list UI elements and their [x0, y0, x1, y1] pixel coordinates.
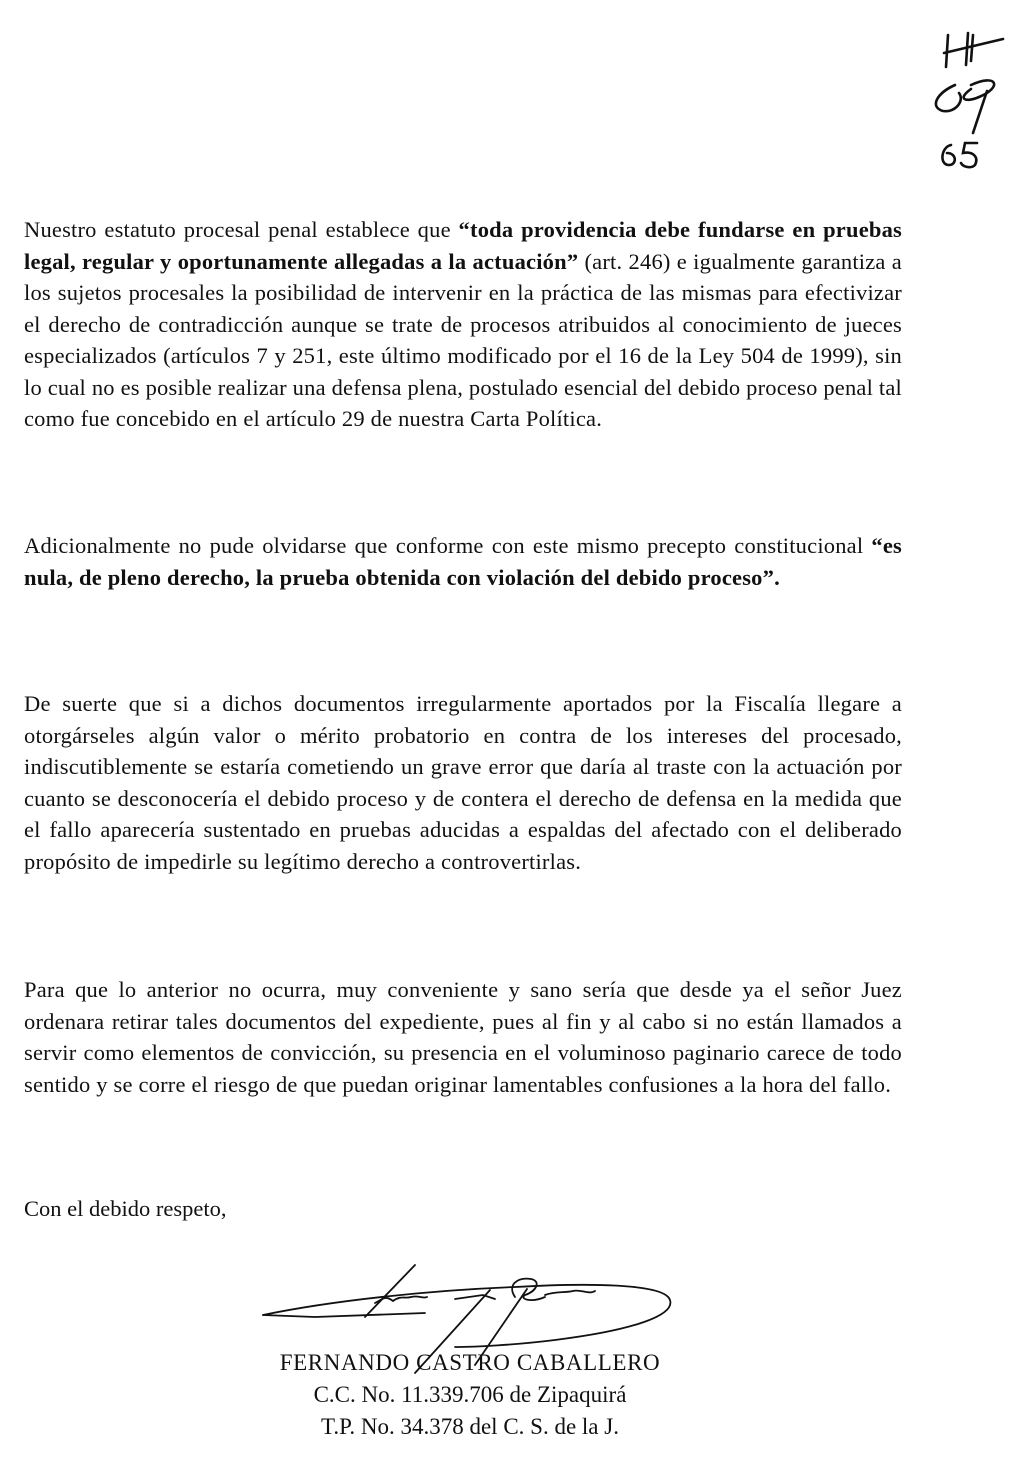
- quoted-emphasis-text: “toda providencia debe fundarse en pruebas legal, regular y oportunamente allegadas a la actuación”: [24, 217, 902, 274]
- paragraph-constitutional-precept: [24, 530, 902, 593]
- signer-id: C.C. No. 11.339.706 de Zipaquirá: [313, 1382, 627, 1407]
- closing-salutation: Con el debido respeto,: [24, 1196, 227, 1221]
- paragraph-irregular-documents: [24, 688, 902, 877]
- signature-block: [200, 1347, 740, 1443]
- handwritten-folio-marks: [915, 25, 1005, 175]
- paragraph-procedural-statute: [24, 214, 902, 435]
- signer-name: FERNANDO CASTRO CABALLERO: [279, 1350, 661, 1375]
- quoted-emphasis-text: “es nula, de pleno derecho, la prueba obtenida con violación del debido proceso”.: [24, 533, 902, 590]
- body-text: (art. 246) e igualmente garantiza a los sujetos procesales la posibilidad de intervenir en la práctica de las mismas para efectivizar el derecho de contradicción aunque se trate de procesos atribuidos al conocimiento de jueces especializados (artículos 7 y 251, este último modificado por el 16 de la Ley 504 de 1999), sin lo cual no es posible realizar una defensa plena, postulado esencial del debido proceso penal tal como fue concebido en el artículo 29 de nuestra Carta Política.: [24, 248, 902, 431]
- body-text: Adicionalmente no pude olvidarse que conforme con este mismo precepto constitucional: [24, 533, 872, 558]
- signer-professional-card: T.P. No. 34.378 del C. S. de la J.: [321, 1414, 619, 1439]
- body-text: Para que lo anterior no ocurra, muy conveniente y sano sería que desde ya el señor Juez ordenara retirar tales documentos del expediente, pues al fin y al cabo si no están llamados a servir como elementos de convicción, su presencia en el voluminoso paginario carece de todo sentido y se corre el riesgo de que puedan originar lamentables confusiones a la hora del fallo.: [24, 977, 902, 1097]
- folio-mark-icon: [915, 25, 1005, 175]
- body-text: De suerte que si a dichos documentos irregularmente aportados por la Fiscalía llegare a otorgárseles algún valor o mérito probatorio en contra de los intereses del procesado, indiscutiblemente se estaría cometiendo un grave error que daría al traste con la actuación por cuanto se desconocería el debido proceso y de contera el derecho de defensa en la medida que el fallo aparecería sustentado en pruebas aducidas a espaldas del afectado con el deliberado propósito de impedirle su legítimo derecho a controvertirlas.: [24, 691, 902, 874]
- body-text: Nuestro estatuto procesal penal establece que: [24, 217, 459, 242]
- paragraph-request-removal: [24, 974, 902, 1100]
